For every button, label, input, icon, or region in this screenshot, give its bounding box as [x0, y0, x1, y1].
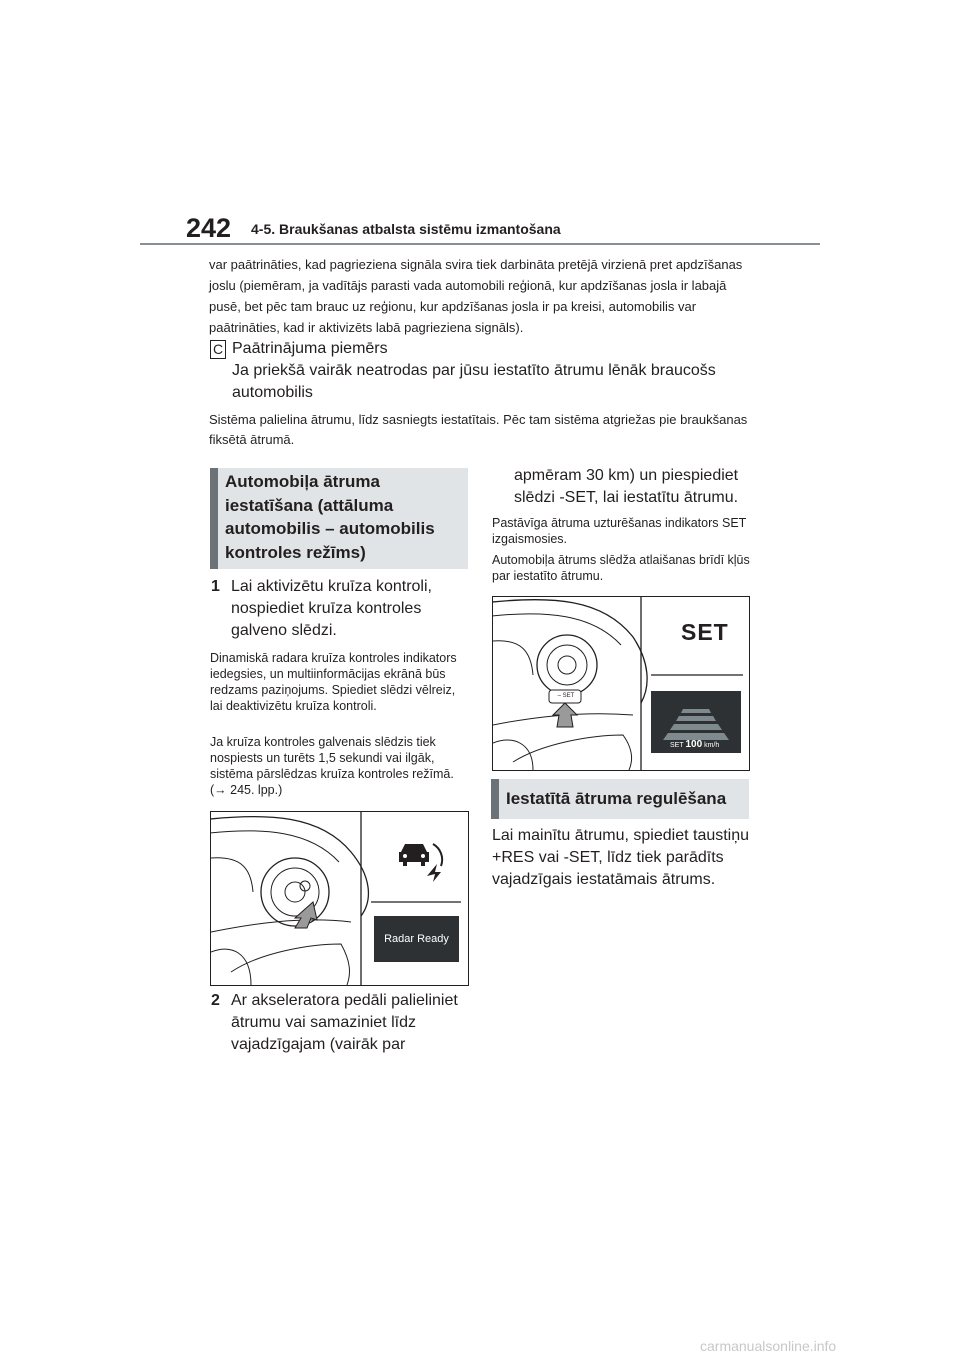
step-2	[211, 990, 469, 1060]
step-2-number: 2	[211, 992, 220, 1009]
example-c-note: Sistēma palielina ātrumu, līdz sasniegts iestatītais. Pēc tam sistēma atgriežas pie braukšanas fiksētā ātrumā.	[209, 412, 748, 447]
radar-ready-message: Radar Ready	[384, 933, 449, 945]
example-marker-c: C	[210, 340, 226, 359]
set-indicator-label: SET	[681, 619, 729, 645]
example-c-line2: Ja priekšā vairāk neatrodas par jūsu iestatīto ātrumu lēnāk braucošs automobilis	[232, 362, 716, 401]
radar-cruise-indicator-icon	[399, 844, 442, 882]
arrow-icon	[553, 703, 577, 727]
speed-readout-value: 100	[685, 739, 703, 750]
note-set-indicator: Pastāvīga ātruma uzturēšanas indikators SET izgaismosies.	[492, 516, 747, 546]
minus-set-button-label: – SET	[557, 693, 575, 699]
arrow-icon	[295, 902, 317, 928]
example-c-title	[232, 338, 762, 404]
section-heading-adjust-speed: Iestatītā ātruma regulēšana	[491, 779, 749, 819]
header-divider	[140, 243, 820, 245]
step-1	[211, 576, 469, 646]
intro-paragraph: var paātrināties, kad pagrieziena signāla svira tiek darbināta pretējā virzienā pret apdzīšanas joslu (piemēram, ja vadītājs parasti vada automobili reģionā, kur apdzīšanas josla ir labajā pusē, bet pēc tam brauc uz reģionu, kur apdzīšanas josla ir pa kreisi, automobilis var paātrināties, kad ir aktivizēts labā pagrieziena signāls).	[209, 257, 743, 335]
note-radar-indicator: Dinamiskā radara kruīza kontroles indikators iedegsies, un multiinformācijas ekrānā būs redzams paziņojums. Spiediet slēdzi vēlreiz, lai deaktivizētu kruīza kontroli.	[210, 651, 457, 713]
step-1-number: 1	[211, 578, 220, 595]
footer-watermark: carmanualsonline.info	[700, 1338, 837, 1354]
page-number: 242	[186, 213, 232, 243]
figure-set-switch	[492, 596, 750, 771]
step-1-text: Lai aktivizētu kruīza kontroli, nospiediet kruīza kontroles galveno slēdzi.	[231, 578, 432, 639]
step-2-text: Ar akseleratora pedāli palieliniet ātrumu vai samaziniet līdz vajadzīgajam (vairāk par	[231, 992, 458, 1053]
speed-readout-unit: km/h	[704, 742, 720, 749]
section-title: 4-5. Braukšanas atbalsta sistēmu izmantošana	[251, 221, 561, 237]
note-set-speed: Automobiļa ātrums slēdža atlaišanas brīdī kļūs par iestatīto ātrumu.	[492, 553, 750, 583]
note-cruise-mode: Ja kruīza kontroles galvenais slēdzis tiek nospiests un turēts 1,5 sekundi vai ilgāk, sistēma pārslēdzas kruīza kontroles režīmā. (→ 245. lpp.)	[210, 735, 454, 797]
section-heading-speed-setting: Automobiļa ātruma iestatīšana (attāluma automobilis – automobilis kontroles režīms)	[210, 468, 468, 569]
adjust-speed-text: Lai mainītu ātrumu, spiediet taustiņu +RES vai -SET, līdz tiek parādīts vajadzīgais iestatāmais ātrums.	[492, 827, 750, 888]
example-c-line1: Paātrinājuma piemērs	[232, 340, 388, 357]
speed-readout	[670, 739, 719, 752]
speed-readout-prefix: SET	[670, 742, 684, 749]
step-2-continued: apmēram 30 km) un piespiediet slēdzi -SET, lai iestatītu ātrumu.	[514, 467, 739, 506]
figure-main-switch	[210, 811, 469, 986]
